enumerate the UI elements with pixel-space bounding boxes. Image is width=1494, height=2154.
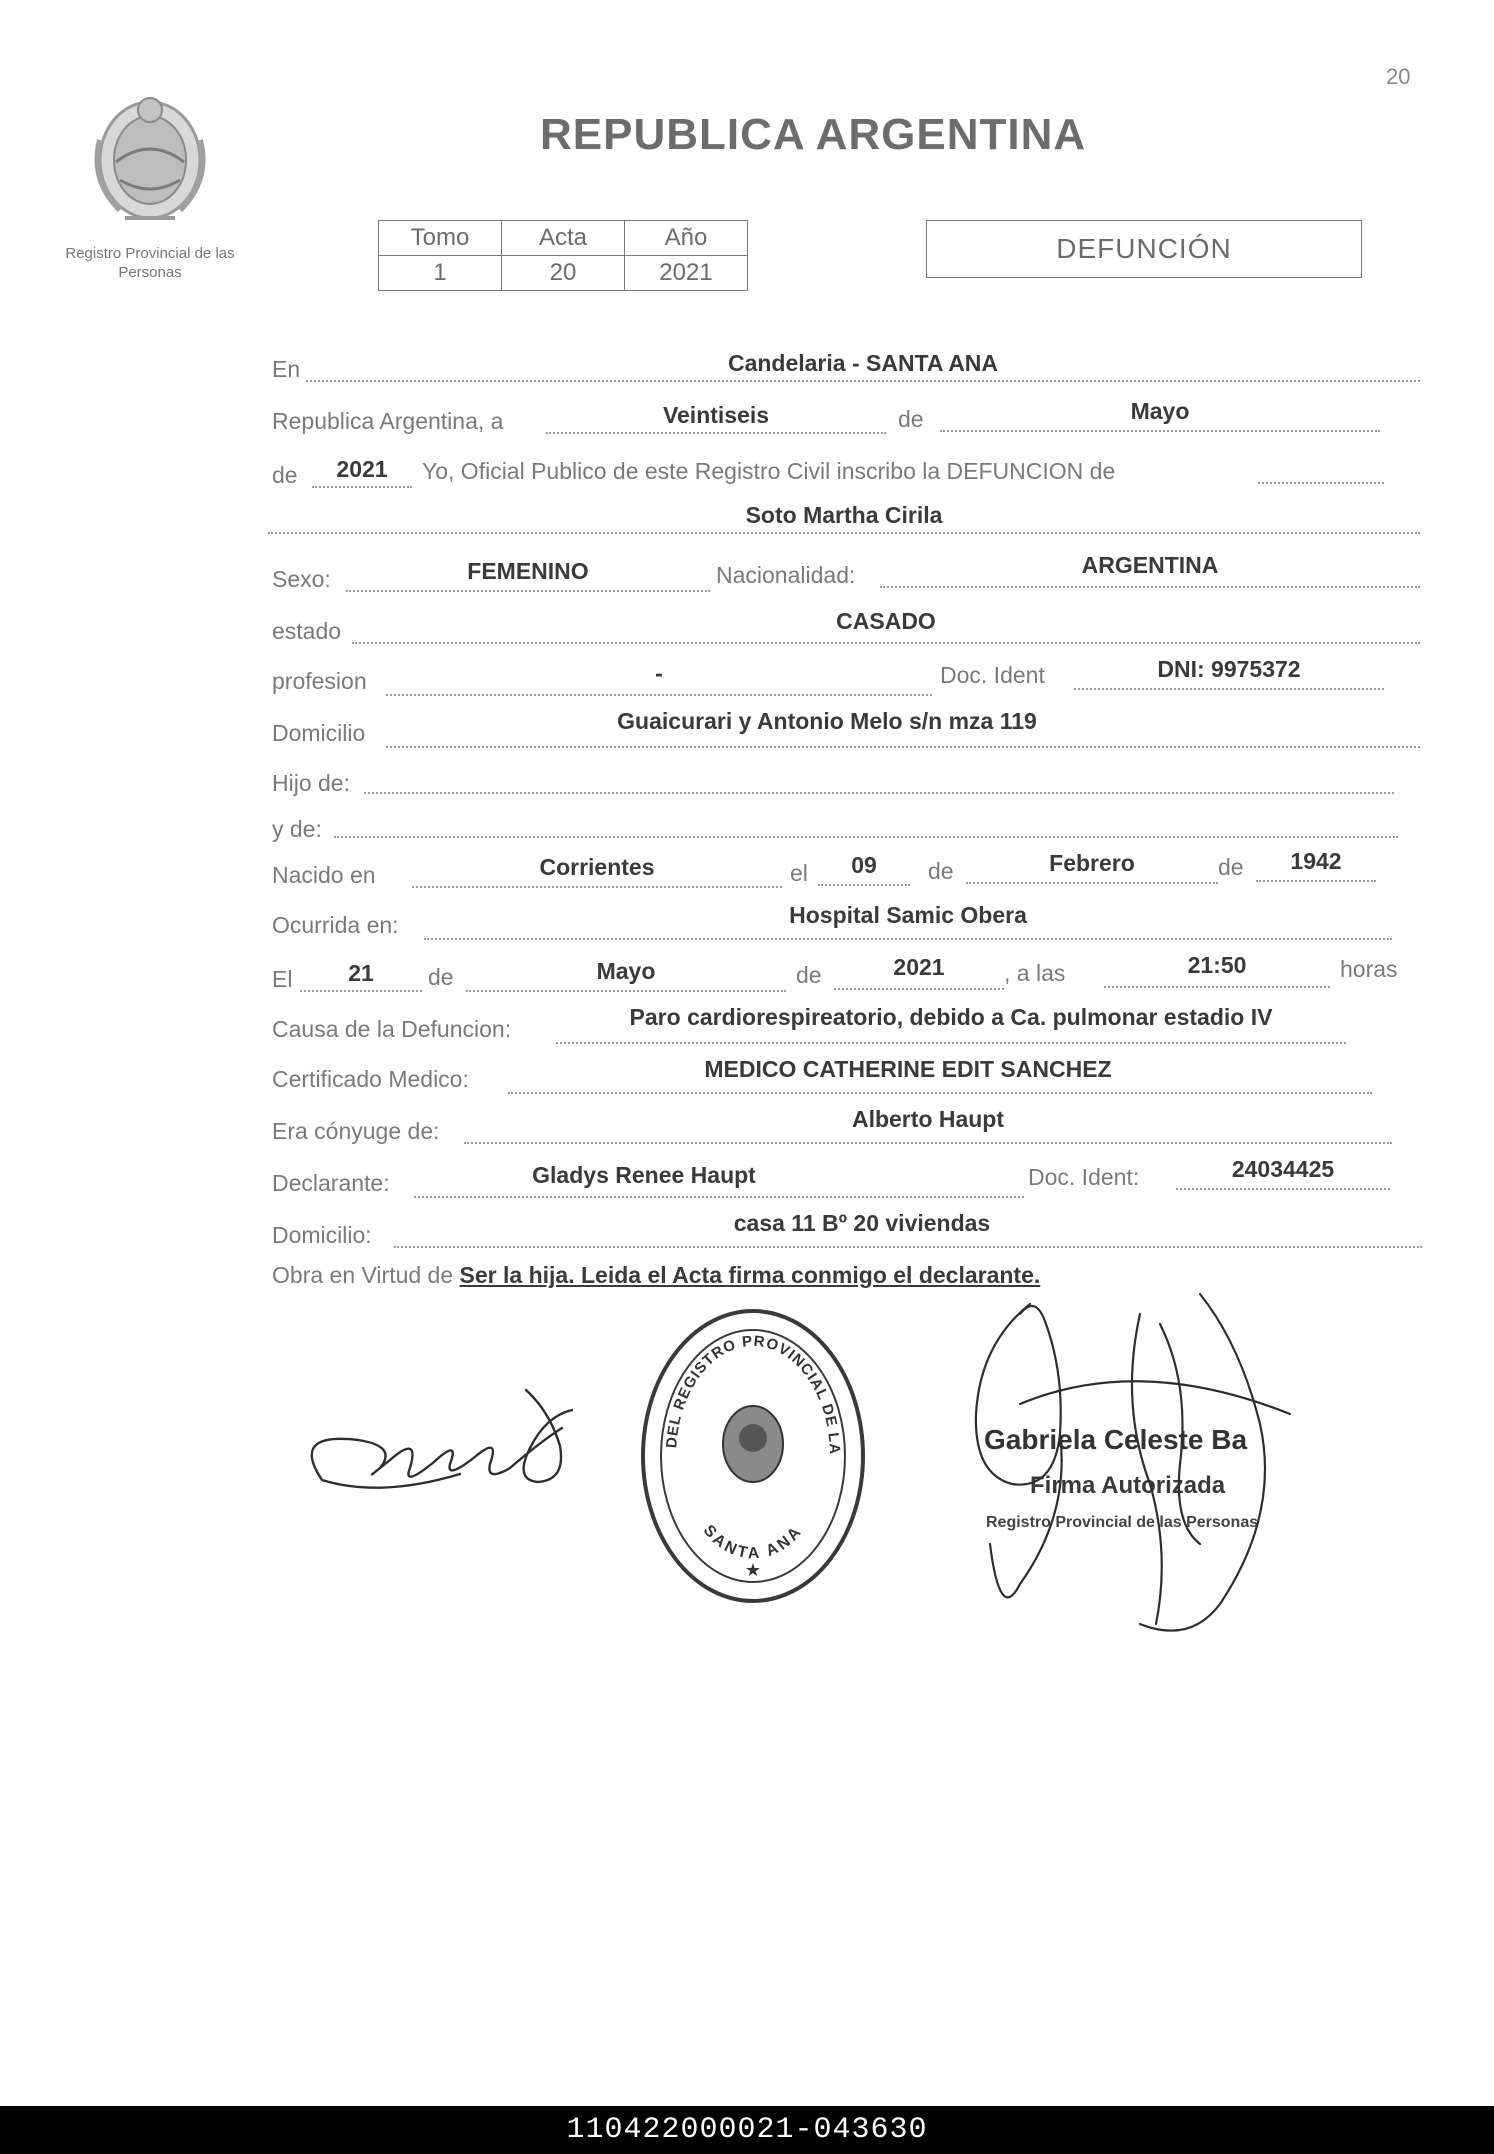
decl-doc-line: [1176, 1188, 1390, 1190]
nacionalidad-value: ARGENTINA: [1081, 552, 1219, 578]
birth-place-value: Corrientes: [539, 854, 655, 880]
declarant-signature: [300, 1372, 580, 1502]
reference-table-header-row: [379, 221, 748, 256]
conyuge-label: Era cónyuge de:: [272, 1118, 440, 1144]
month-value: Mayo: [1130, 398, 1190, 424]
day-words-value: Veintiseis: [662, 402, 770, 428]
doc-label: Doc. Ident: [940, 662, 1045, 688]
domicilio-value: Guaicurari y Antonio Melo s/n mza 119: [617, 708, 1037, 734]
el-cap-label: El: [272, 966, 293, 992]
profesion-label: profesion: [272, 668, 367, 694]
horas-label: horas: [1340, 956, 1398, 982]
alas-label: , a las: [1004, 960, 1066, 986]
causa-line: [556, 1042, 1346, 1044]
tomo-value: 1: [379, 256, 502, 291]
birth-month-value: Febrero: [1049, 850, 1135, 876]
en-label: En: [272, 356, 301, 382]
el-label: el: [790, 860, 808, 886]
obra-line: [272, 1262, 1040, 1289]
doc-line: [1074, 688, 1384, 690]
domicilio-line: [386, 746, 1420, 748]
death-month-line: [466, 990, 786, 992]
birth-year-line: [1256, 880, 1376, 882]
de-label-1: de: [898, 406, 924, 432]
registry-caption: Registro Provincial de las Personas: [65, 245, 235, 281]
sexo-line: [346, 590, 710, 592]
acta-value: 20: [502, 256, 625, 291]
stamp-role: Firma Autorizada: [1030, 1472, 1226, 1499]
record-type-box: DEFUNCIÓN: [926, 220, 1362, 278]
death-place-line: [424, 938, 1392, 940]
death-year-line: [834, 988, 1004, 990]
anio-value: 2021: [625, 256, 748, 291]
place-value: Candelaria - SANTA ANA: [727, 350, 999, 376]
year-value: 2021: [336, 456, 388, 482]
reference-table: [378, 220, 748, 291]
document-title: REPUBLICA ARGENTINA: [540, 110, 1087, 159]
causa-value: Paro cardiorespireatorio, debido a Ca. pulmonar estadio IV: [629, 1004, 1273, 1030]
birth-day-line: [818, 884, 910, 886]
sexo-value: FEMENINO: [467, 558, 589, 584]
reference-table-value-row: [379, 256, 748, 291]
death-day-value: 21: [348, 960, 374, 986]
nacionalidad-line: [880, 586, 1420, 588]
de-label-3: de: [928, 858, 954, 884]
estado-line: [352, 642, 1420, 644]
death-place-value: Hospital Samic Obera: [789, 902, 1027, 928]
sexo-label: Sexo:: [272, 566, 331, 592]
decl-domicilio-line: [394, 1246, 1422, 1248]
obra-label: Obra en Virtud de: [272, 1262, 454, 1288]
decl-doc-label: Doc. Ident:: [1028, 1164, 1140, 1190]
anio-header: Año: [625, 221, 748, 256]
birth-month-line: [966, 882, 1218, 884]
declarante-value: Gladys Renee Haupt: [532, 1162, 756, 1188]
certificado-line: [508, 1092, 1372, 1094]
month-line: [940, 430, 1380, 432]
registry-seal: [631, 1293, 868, 1606]
document-id-footer: 110422000021-043630: [0, 2106, 1494, 2154]
ocurrida-label: Ocurrida en:: [272, 912, 399, 938]
hijo-line: [364, 792, 1394, 794]
certificado-label: Certificado Medico:: [272, 1066, 469, 1092]
deceased-name-line: [268, 532, 1420, 534]
de-label-4: de: [1218, 854, 1244, 880]
year-line: [312, 486, 412, 488]
obra-value: Ser la hija. Leida el Acta firma conmigo el declarante.: [459, 1262, 1041, 1288]
de-label-2: de: [272, 462, 298, 488]
death-day-line: [300, 990, 422, 992]
birth-year-value: 1942: [1290, 848, 1342, 874]
declarante-line: [414, 1196, 1024, 1198]
death-time-value: 21:50: [1187, 952, 1247, 978]
decl-doc-value: 24034425: [1231, 1156, 1335, 1182]
nacionalidad-label: Nacionalidad:: [716, 562, 856, 588]
declarante-label: Declarante:: [272, 1170, 390, 1196]
deceased-name-value: Soto Martha Cirila: [745, 502, 943, 528]
place-line: [306, 380, 1420, 382]
svg-text:SANTA ANA: [700, 1522, 807, 1562]
causa-label: Causa de la Defuncion:: [272, 1016, 512, 1042]
yde-label: y de:: [272, 816, 322, 842]
page-number: 20: [1386, 64, 1411, 89]
nacido-label: Nacido en: [272, 862, 376, 888]
oficial-text: Yo, Oficial Publico de este Registro Civil inscribo la DEFUNCION de: [422, 458, 1116, 484]
hijo-label: Hijo de:: [272, 770, 350, 796]
de-label-5: de: [428, 964, 454, 990]
birth-day-value: 09: [851, 852, 877, 878]
de-label-6: de: [796, 962, 822, 988]
decl-domicilio-value: casa 11 Bº 20 viviendas: [733, 1210, 991, 1236]
death-time-line: [1104, 986, 1330, 988]
stamp-office: Registro Provincial de las Personas: [986, 1514, 1259, 1531]
stamp-name: Gabriela Celeste Ba: [984, 1424, 1248, 1455]
birth-place-line: [412, 886, 782, 888]
death-year-value: 2021: [893, 954, 945, 980]
doc-value: DNI: 9975372: [1157, 656, 1301, 682]
provincial-crest-icon: [70, 80, 230, 230]
estado-value: CASADO: [836, 608, 936, 634]
seal-inner-text: SANTA ANA: [699, 1522, 807, 1563]
tomo-header: Tomo: [379, 221, 502, 256]
yde-line: [334, 836, 1398, 838]
acta-header: Acta: [502, 221, 625, 256]
oficial-line: [1258, 482, 1384, 484]
officer-signature: [960, 1284, 1300, 1654]
republica-label: Republica Argentina, a: [272, 408, 504, 434]
decl-domicilio-label: Domicilio:: [272, 1222, 372, 1248]
certificado-value: MEDICO CATHERINE EDIT SANCHEZ: [704, 1056, 1112, 1082]
seal-outer-text: DELEGACION DEL REGISTRO PROVINCIAL DE LAS PERSONAS: [631, 1293, 844, 1456]
day-words-line: [546, 432, 886, 434]
profesion-line: [386, 694, 932, 696]
profesion-value: -: [655, 660, 663, 686]
conyuge-line: [464, 1142, 1392, 1144]
conyuge-value: Alberto Haupt: [851, 1106, 1005, 1132]
seal-star-icon: ★: [744, 1560, 762, 1581]
death-month-value: Mayo: [596, 958, 656, 984]
domicilio-label: Domicilio: [272, 720, 366, 746]
estado-label: estado: [272, 618, 342, 644]
